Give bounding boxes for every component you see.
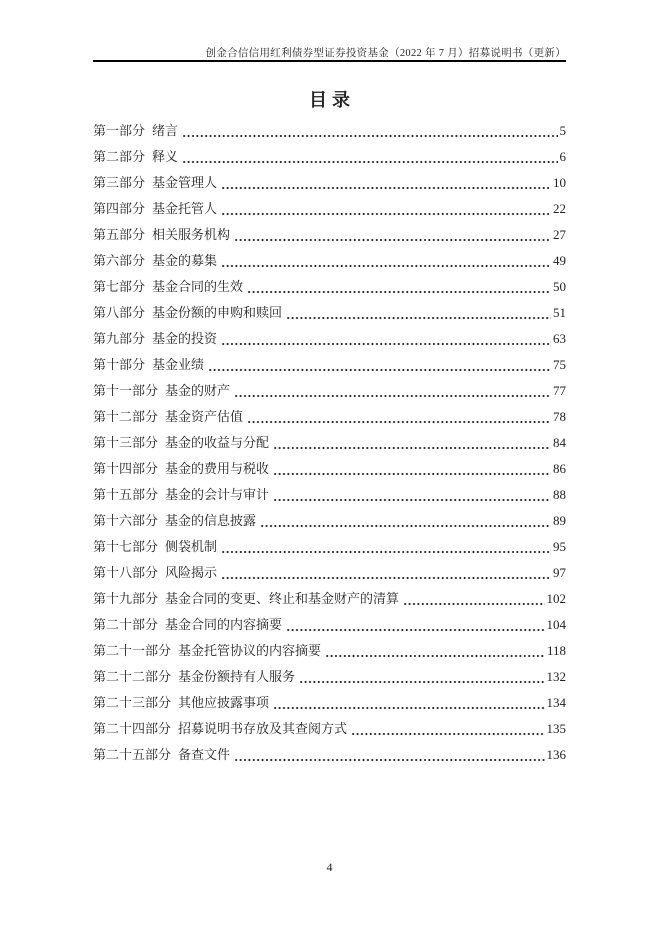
- toc-entry: [93, 612, 566, 638]
- toc-entry: [93, 274, 566, 300]
- toc-leader-dots: [325, 655, 545, 657]
- toc-entry-part: 第九部分: [93, 331, 146, 346]
- toc-entry-title: 基金合同的变更、终止和基金财产的清算: [165, 591, 400, 606]
- toc-leader-dots: [273, 499, 551, 501]
- toc-entry: [93, 144, 566, 170]
- toc-entry: [93, 248, 566, 274]
- toc-entry-title: 基金的投资: [152, 331, 218, 346]
- toc-leader-dots: [221, 577, 551, 579]
- toc-leader-dots: [286, 317, 551, 319]
- toc-entry-page: 27: [553, 227, 566, 242]
- toc-entry-title: 风险揭示: [165, 565, 218, 580]
- content-area: [93, 0, 566, 936]
- toc-entry: [93, 534, 566, 560]
- toc-entry-page: 95: [553, 539, 566, 554]
- toc-entry: [93, 664, 566, 690]
- toc-entry-title: 基金托管人: [152, 201, 218, 216]
- running-header-text: 创金合信信用红利债券型证券投资基金（2022 年 7 月）招募说明书（更新）: [205, 48, 566, 59]
- toc-entry-title: 绪言: [152, 123, 179, 138]
- toc-entry-part: 第一部分: [93, 123, 146, 138]
- toc-entry-part: 第十一部分: [93, 383, 159, 398]
- toc-entry-page: 10: [553, 175, 566, 190]
- toc-entry-part: 第四部分: [93, 201, 146, 216]
- toc-entry-part: 第十四部分: [93, 461, 159, 476]
- toc-entry: [93, 300, 566, 326]
- toc-list: [93, 118, 566, 768]
- toc-leader-dots: [182, 135, 557, 137]
- toc-entry-page: 75: [553, 357, 566, 372]
- toc-entry-title: 基金的募集: [152, 253, 218, 268]
- toc-entry-part: 第二十四部分: [93, 721, 172, 736]
- toc-leader-dots: [299, 681, 544, 683]
- running-header: [93, 45, 566, 60]
- toc-entry-title: 基金资产估值: [165, 409, 244, 424]
- toc-entry: [93, 326, 566, 352]
- toc-leader-dots: [182, 161, 557, 163]
- toc-leader-dots: [221, 551, 551, 553]
- toc-entry: [93, 196, 566, 222]
- toc-entry-title: 基金业绩: [152, 357, 205, 372]
- toc-entry: [93, 690, 566, 716]
- toc-entry-part: 第二十部分: [93, 617, 159, 632]
- toc-entry-page: 104: [546, 617, 566, 632]
- toc-leader-dots: [286, 629, 544, 631]
- toc-entry: [93, 352, 566, 378]
- toc-leader-dots: [403, 603, 544, 605]
- toc-entry-part: 第二十三部分: [93, 695, 172, 710]
- toc-entry-part: 第二十一部分: [93, 643, 172, 658]
- toc-entry-title: 基金的收益与分配: [165, 435, 270, 450]
- toc-entry-part: 第十六部分: [93, 513, 159, 528]
- toc-entry-title: 基金合同的生效: [152, 279, 244, 294]
- header-rule: [93, 60, 566, 62]
- toc-entry-part: 第十部分: [93, 357, 146, 372]
- toc-leader-dots: [260, 525, 551, 527]
- toc-entry-part: 第二十五部分: [93, 747, 172, 762]
- toc-entry-part: 第三部分: [93, 175, 146, 190]
- toc-entry: [93, 170, 566, 196]
- toc-entry-title: 基金的信息披露: [165, 513, 257, 528]
- toc-entry: [93, 404, 566, 430]
- toc-entry-part: 第十五部分: [93, 487, 159, 502]
- toc-entry-title: 基金份额的申购和赎回: [152, 305, 283, 320]
- toc-entry: [93, 560, 566, 586]
- toc-entry: [93, 742, 566, 768]
- toc-entry: [93, 716, 566, 742]
- toc-entry-title: 基金托管协议的内容摘要: [178, 643, 322, 658]
- toc-entry-page: 118: [546, 643, 566, 658]
- toc-entry-title: 其他应披露事项: [178, 695, 270, 710]
- toc-entry-page: 63: [553, 331, 566, 346]
- toc-entry-part: 第二十二部分: [93, 669, 172, 684]
- toc-entry: [93, 118, 566, 144]
- toc-entry-page: 88: [553, 487, 566, 502]
- toc-entry-part: 第十七部分: [93, 539, 159, 554]
- toc-entry-page: 136: [546, 747, 566, 762]
- toc-leader-dots: [273, 473, 551, 475]
- page-title: 目录: [309, 90, 355, 110]
- toc-leader-dots: [234, 239, 551, 241]
- toc-entry-part: 第十九部分: [93, 591, 159, 606]
- toc-entry-part: 第十二部分: [93, 409, 159, 424]
- toc-leader-dots: [273, 447, 551, 449]
- toc-entry-part: 第六部分: [93, 253, 146, 268]
- toc-entry-title: 释义: [152, 149, 179, 164]
- toc-entry-title: 基金的费用与税收: [165, 461, 270, 476]
- page-footer: [93, 860, 566, 875]
- toc-entry-page: 50: [553, 279, 566, 294]
- toc-leader-dots: [221, 213, 551, 215]
- toc-entry-part: 第八部分: [93, 305, 146, 320]
- toc-entry-page: 134: [546, 695, 566, 710]
- toc-entry: [93, 456, 566, 482]
- toc-leader-dots: [221, 343, 551, 345]
- toc-leader-dots: [351, 733, 544, 735]
- toc-leader-dots: [234, 759, 544, 761]
- toc-entry-part: 第七部分: [93, 279, 146, 294]
- toc-leader-dots: [221, 265, 551, 267]
- toc-entry-title: 招募说明书存放及其查阅方式: [178, 721, 348, 736]
- toc-entry-page: 135: [546, 721, 566, 736]
- toc-leader-dots: [221, 187, 551, 189]
- toc-entry-page: 84: [553, 435, 566, 450]
- toc-entry-part: 第五部分: [93, 227, 146, 242]
- toc-entry-page: 22: [553, 201, 566, 216]
- toc-entry-page: 102: [546, 591, 566, 606]
- toc-entry-page: 51: [553, 305, 566, 320]
- toc-entry-page: 5: [559, 123, 566, 138]
- footer-page-number: 4: [326, 860, 333, 874]
- toc-entry: [93, 508, 566, 534]
- toc-entry: [93, 482, 566, 508]
- toc-entry-page: 49: [553, 253, 566, 268]
- toc-entry-title: 相关服务机构: [152, 227, 231, 242]
- toc-entry: [93, 638, 566, 664]
- toc-leader-dots: [234, 395, 551, 397]
- toc-entry: [93, 586, 566, 612]
- toc-entry-title: 侧袋机制: [165, 539, 218, 554]
- toc-entry-page: 6: [559, 149, 566, 164]
- toc-entry-page: 89: [553, 513, 566, 528]
- toc-entry-part: 第二部分: [93, 149, 146, 164]
- toc-entry-page: 77: [553, 383, 566, 398]
- toc-entry-title: 基金的会计与审计: [165, 487, 270, 502]
- toc-entry-title: 基金合同的内容摘要: [165, 617, 283, 632]
- toc-entry-part: 第十八部分: [93, 565, 159, 580]
- toc-entry-part: 第十三部分: [93, 435, 159, 450]
- toc-leader-dots: [208, 369, 551, 371]
- toc-entry-page: 132: [546, 669, 566, 684]
- toc-entry: [93, 430, 566, 456]
- toc-entry-title: 基金管理人: [152, 175, 218, 190]
- toc-entry-page: 78: [553, 409, 566, 424]
- toc-entry-title: 备查文件: [178, 747, 231, 762]
- toc-entry-page: 97: [553, 565, 566, 580]
- toc-entry: [93, 222, 566, 248]
- toc-entry: [93, 378, 566, 404]
- toc-entry-title: 基金份额持有人服务: [178, 669, 296, 684]
- toc-leader-dots: [247, 421, 551, 423]
- toc-leader-dots: [247, 291, 551, 293]
- toc-leader-dots: [273, 707, 544, 709]
- toc-entry-page: 86: [553, 461, 566, 476]
- toc-entry-title: 基金的财产: [165, 383, 231, 398]
